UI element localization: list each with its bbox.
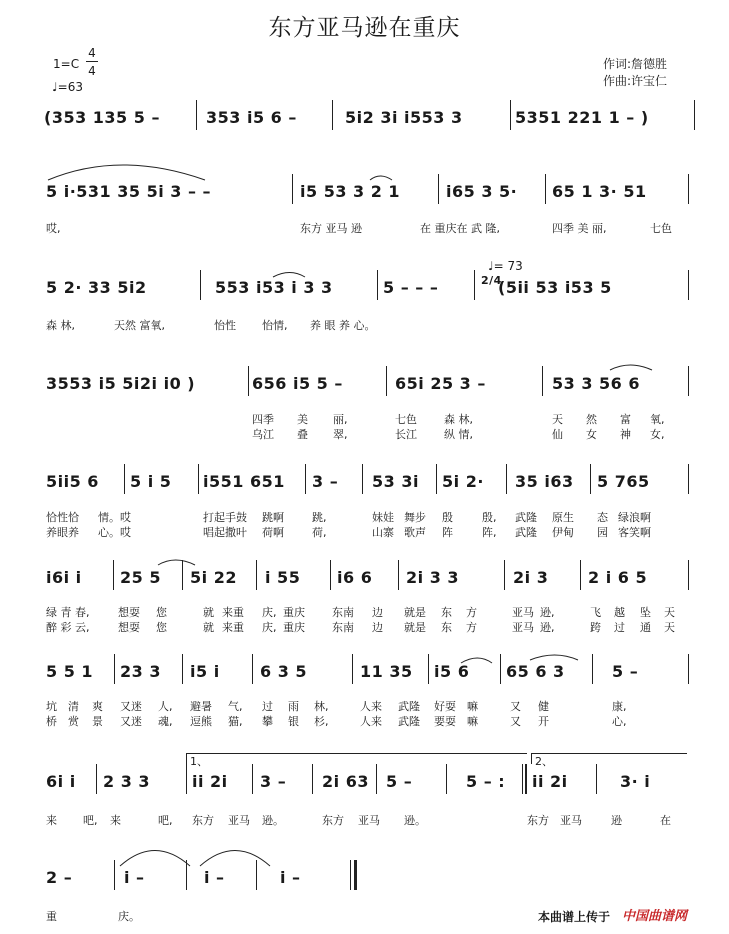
lyric-syllable: 七色 [395,413,417,426]
lyric-syllable: 逊。 [262,814,284,827]
lyric-syllable: 殷, [482,511,497,524]
lyric-syllable: 森 林, [46,319,75,332]
lyricist-credit: 作词:詹德胜 [602,57,667,71]
lyric-syllable: 魂, [158,715,173,728]
lyric-syllable: 景 [92,715,103,728]
lyric-syllable: 哎, [46,222,61,235]
lyric-syllable: 又迷 [120,700,142,713]
lyric-syllable: 逊 [611,814,622,827]
lyric-syllable: 东南 [332,606,354,619]
lyric-syllable: 桥 [46,715,57,728]
barline [592,654,593,684]
measure: 5 5 1 [46,662,94,681]
lyric-syllable: 就是 [404,621,426,634]
lyric-syllable: 妹娃 [372,511,394,524]
quarter-note-icon: ♩ [52,80,58,94]
lyric-syllable: 天 [664,621,675,634]
lyric-syllable: 殷 [442,511,453,524]
lyric-syllable: 丽, [333,413,348,426]
lyric-syllable: 开 [538,715,549,728]
quarter-note-icon: ♩ [488,259,494,273]
measure: i551 651 [203,472,285,491]
measure: 5 i·531 35 5i 3 – – [46,182,212,201]
barline [580,560,581,590]
tempo-value: =63 [57,80,83,94]
barline [376,764,377,794]
lyric-syllable: 在 重庆在 武 隆, [420,222,500,235]
measure: 5 – [386,772,413,791]
lyric-syllable: 四季 [252,413,274,426]
lyric-syllable: 逊, [540,621,555,634]
lyric-syllable: 攀 [262,715,273,728]
lyric-syllable: 醉 彩 云, [46,621,90,634]
barline [438,174,439,204]
key-signature: 1=C [53,57,80,71]
lyric-syllable: 重庆 [283,621,305,634]
barline [352,654,353,684]
measure: (353 135 5 – [44,108,160,127]
upload-notice: 本曲谱上传于 [538,910,611,924]
lyric-syllable: 唱起撒叶 [203,526,247,539]
lyric-syllable: 亚马 [358,814,380,827]
lyric-syllable: 逊。 [404,814,426,827]
lyric-syllable: 吧, [158,814,173,827]
measure: 5 765 [597,472,650,491]
barline [114,654,115,684]
lyric-syllable: 情。哎 [98,511,131,524]
lyric-syllable: 亚马 [512,606,534,619]
lyric-syllable: 您 [156,606,167,619]
lyric-syllable: 山寨 [372,526,394,539]
barline [688,464,689,494]
lyric-syllable: 过 [614,621,625,634]
lyric-syllable: 庆, [262,621,277,634]
lyric-syllable: 气, [228,700,243,713]
measure: 65i 25 3 – [395,374,486,393]
lyric-syllable: 嘛 [467,700,478,713]
lyric-syllable: 又迷 [120,715,142,728]
lyric-syllable: 荷, [312,526,327,539]
barline [252,654,253,684]
lyric-syllable: 武隆 [398,700,420,713]
lyric-syllable: 庆, [262,606,277,619]
measure: 2 i 6 5 [588,568,648,587]
measure: 5 2· 33 5i2 [46,278,147,297]
barline [474,270,475,300]
measure: 3 – [260,772,287,791]
measure: 2i 63 [322,772,369,791]
lyric-syllable: 跨 [590,621,601,634]
lyric-syllable: 吧, [83,814,98,827]
barline [186,860,187,890]
measure: 5351 221 1 – ) [515,108,649,127]
lyric-syllable: 荷啊 [262,526,284,539]
barline [124,464,125,494]
barline [436,464,437,494]
lyric-syllable: 要耍 [434,715,456,728]
final-barline [354,860,357,890]
lyric-syllable: 通 [640,621,651,634]
measure: 5i 2· [442,472,484,491]
barline [377,270,378,300]
measure: 53 3i [372,472,419,491]
lyric-syllable: 避暑 [190,700,212,713]
barline [182,654,183,684]
lyric-syllable: 原生 [552,511,574,524]
barline [330,560,331,590]
lyric-syllable: 四季 美 丽, [552,222,607,235]
lyric-syllable: 东 [441,606,452,619]
lyric-syllable: 飞 [590,606,601,619]
barline [292,174,293,204]
barline [198,464,199,494]
slur [530,655,578,660]
lyric-syllable: 亚马 [512,621,534,634]
lyric-syllable: 森 林, [444,413,473,426]
lyric-syllable: 杉, [314,715,329,728]
measure: 5 – – – [383,278,439,297]
slur [610,365,652,370]
song-title: 东方亚马逊在重庆 [268,15,461,41]
measure: 53 3 56 6 [552,374,641,393]
measure: i5 6 [434,662,470,681]
lyric-syllable: 赏 [68,715,79,728]
barline [446,764,447,794]
lyric-syllable: 想耍 [118,621,140,634]
barline [252,764,253,794]
measure: 553 i53 i 3 3 [215,278,333,297]
barline [590,464,591,494]
lyric-syllable: 又 [510,700,521,713]
lyric-syllable: 天 [552,413,563,426]
lyric-syllable: 阵 [442,526,453,539]
repeat-barline [525,764,527,794]
tempo-change-value: = 73 [493,259,523,273]
lyric-syllable: 好耍 [434,700,456,713]
lyric-syllable: 银 [288,715,299,728]
lyric-syllable: 舞步 [404,511,426,524]
lyric-syllable: 逗熊 [190,715,212,728]
lyric-syllable: 绿 青 春, [46,606,90,619]
lyric-syllable: 人, [158,700,173,713]
barline [428,654,429,684]
lyric-syllable: 氧, [650,413,665,426]
composer-credit: 作曲:许宝仁 [602,74,667,88]
barline [596,764,597,794]
barline [362,464,363,494]
measure: i 55 [265,568,301,587]
lyric-syllable: 伊甸 [552,526,574,539]
lyric-syllable: 越 [614,606,625,619]
lyric-syllable: 猫, [228,715,243,728]
measure: i5 i [190,662,220,681]
lyric-syllable: 绿浪啊 [618,511,651,524]
barline [114,860,115,890]
lyric-syllable: 就是 [404,606,426,619]
measure: 5i 22 [190,568,237,587]
lyric-syllable: 逊, [540,606,555,619]
measure: i6i i [46,568,82,587]
score-line-9 [0,868,729,902]
barline [398,560,399,590]
lyric-syllable: 跳, [312,511,327,524]
measure: i – [204,868,225,887]
measure: i6 6 [337,568,373,587]
score-line-8 [0,772,729,806]
barline [688,270,689,300]
first-ending-bracket [186,753,527,768]
lyric-syllable: 方 [466,606,477,619]
lyric-syllable: 仙 [552,428,563,441]
tempo-change [488,259,523,273]
lyric-syllable: 康, [612,700,627,713]
lyric-syllable: 清 [68,700,79,713]
measure: ii 2i [532,772,568,791]
lyric-syllable: 长江 [395,428,417,441]
lyric-syllable: 林, [314,700,329,713]
lyric-syllable: 来重 [222,621,244,634]
lyric-syllable: 心, [612,715,627,728]
barline [312,764,313,794]
measure: i – [280,868,301,887]
score-line-7 [0,662,729,696]
lyric-syllable: 想耍 [118,606,140,619]
time-signature-change: 2/4 [481,274,502,287]
lyric-syllable: 重庆 [283,606,305,619]
tie [200,851,270,867]
lyric-syllable: 乌江 [252,428,274,441]
lyric-syllable: 天 [664,606,675,619]
lyric-syllable: 女, [650,428,665,441]
barline [688,560,689,590]
measure: 2i 3 3 [406,568,460,587]
lyric-syllable: 人来 [360,715,382,728]
lyric-syllable: 跳啊 [262,511,284,524]
barline [186,764,187,794]
barline [350,860,351,890]
measure: 3 – [312,472,339,491]
lyric-syllable: 然 [586,413,597,426]
barline [256,860,257,890]
measure: 5i2 3i i553 3 [345,108,463,127]
lyric-syllable: 美 [297,413,308,426]
barline [248,366,249,396]
measure: 65 6 3 [506,662,565,681]
measure: i65 3 5· [446,182,518,201]
lyric-syllable: 方 [466,621,477,634]
lyric-syllable: 坑 [46,700,57,713]
score-line-2 [0,182,729,216]
measure: 2 – [46,868,73,887]
lyric-syllable: 就 [203,621,214,634]
tie [273,273,305,278]
barline [305,464,306,494]
lyric-syllable: 又 [510,715,521,728]
second-ending-label: 2、 [535,755,553,768]
measure: i5 53 3 2 1 [300,182,401,201]
lyric-syllable: 态 [597,511,608,524]
second-ending-bracket [531,753,687,768]
barline [688,654,689,684]
barline [200,270,201,300]
lyric-syllable: 来重 [222,606,244,619]
site-logo[interactable] [622,905,717,925]
lyric-syllable: 亚马 [228,814,250,827]
lyric-syllable: 边 [372,606,383,619]
barline [688,174,689,204]
lyric-syllable: 爽 [92,700,103,713]
measure: 25 5 [120,568,161,587]
lyric-syllable: 东南 [332,621,354,634]
time-signature-rule [86,61,98,62]
measure: 5ii5 6 [46,472,99,491]
time-signature-top: 4 [88,46,96,60]
lyric-syllable: 恰性恰 [46,511,79,524]
lyric-syllable: 天然 富氧, [114,319,165,332]
score-line-5 [0,472,729,506]
measure: 353 i5 6 – [206,108,297,127]
measure: 2i 3 [513,568,549,587]
measure: 2 3 3 [103,772,151,791]
lyric-syllable: 七色 [650,222,672,235]
lyric-syllable: 庆。 [118,910,140,923]
measure: 6i i [46,772,76,791]
lyric-syllable: 东方 [192,814,214,827]
barline [386,366,387,396]
measure: 3· i [620,772,651,791]
lyric-syllable: 东方 [527,814,549,827]
score-line-6 [0,568,729,602]
first-ending-label: 1、 [190,755,208,768]
lyric-syllable: 东方 亚马 逊 [300,222,362,235]
score-line-4 [0,374,729,408]
lyric-syllable: 翠, [333,428,348,441]
lyric-syllable: 纵 情, [444,428,473,441]
barline [196,100,197,130]
lyric-syllable: 来 [110,814,121,827]
lyric-syllable: 养 眼 养 心。 [310,319,376,332]
barline [506,464,507,494]
score-line-3 [0,274,729,312]
barline [500,654,501,684]
lyric-syllable: 坠 [640,606,651,619]
lyric-syllable: 神 [620,428,631,441]
lyric-syllable: 重 [46,910,57,923]
measure: 5 i 5 [130,472,172,491]
measure: 65 1 3· 51 [552,182,647,201]
measure: 656 i5 5 – [252,374,343,393]
lyric-syllable: 人来 [360,700,382,713]
barline [522,764,523,794]
barline [182,560,183,590]
lyric-syllable: 嘛 [467,715,478,728]
tempo-marking [52,80,83,94]
measure: 5 – : [466,772,506,791]
barline [542,366,543,396]
measure: 6 3 5 [260,662,308,681]
measure: 3553 i5 5i2i i0 ) [46,374,196,393]
tie [120,851,190,867]
lyric-syllable: 叠 [297,428,308,441]
barline [688,366,689,396]
lyric-syllable: 就 [203,606,214,619]
lyric-syllable: 健 [538,700,549,713]
lyric-syllable: 边 [372,621,383,634]
lyric-syllable: 亚马 [560,814,582,827]
lyric-syllable: 您 [156,621,167,634]
barline [256,560,257,590]
score-line-1 [0,108,729,142]
lyric-syllable: 武隆 [515,511,537,524]
lyric-syllable: 东 [441,621,452,634]
lyric-syllable: 过 [262,700,273,713]
lyric-syllable: 怡性 [214,319,236,332]
barline [96,764,97,794]
slur [158,560,195,565]
site-logo-text: 中国曲谱网 [622,909,688,924]
lyric-syllable: 歌声 [404,526,426,539]
lyric-syllable: 女 [586,428,597,441]
lyric-syllable: 武隆 [515,526,537,539]
tie [370,176,392,180]
barline [332,100,333,130]
barline [504,560,505,590]
measure: ii 2i [192,772,228,791]
lyric-syllable: 在 [660,814,671,827]
barline [113,560,114,590]
slur [48,165,205,180]
lyric-syllable: 东方 [322,814,344,827]
lyric-syllable: 富 [620,413,631,426]
lyric-syllable: 武隆 [398,715,420,728]
measure: (5ii 53 i53 5 [498,278,612,297]
lyric-syllable: 阵, [482,526,497,539]
time-signature-bottom: 4 [88,64,96,78]
measure: 23 3 [120,662,161,681]
lyric-syllable: 心。哎 [98,526,131,539]
barline [510,100,511,130]
barline [694,100,695,130]
measure: i – [124,868,145,887]
barline [545,174,546,204]
measure: 35 i63 [515,472,574,491]
lyric-syllable: 怡情, [262,319,288,332]
measure: 11 35 [360,662,413,681]
measure: 5 – [612,662,639,681]
lyric-syllable: 养眼养 [46,526,79,539]
lyric-syllable: 打起手鼓 [203,511,247,524]
lyric-syllable: 来 [46,814,57,827]
lyric-syllable: 雨 [288,700,299,713]
lyric-syllable: 客笑啊 [618,526,651,539]
lyric-syllable: 园 [597,526,608,539]
